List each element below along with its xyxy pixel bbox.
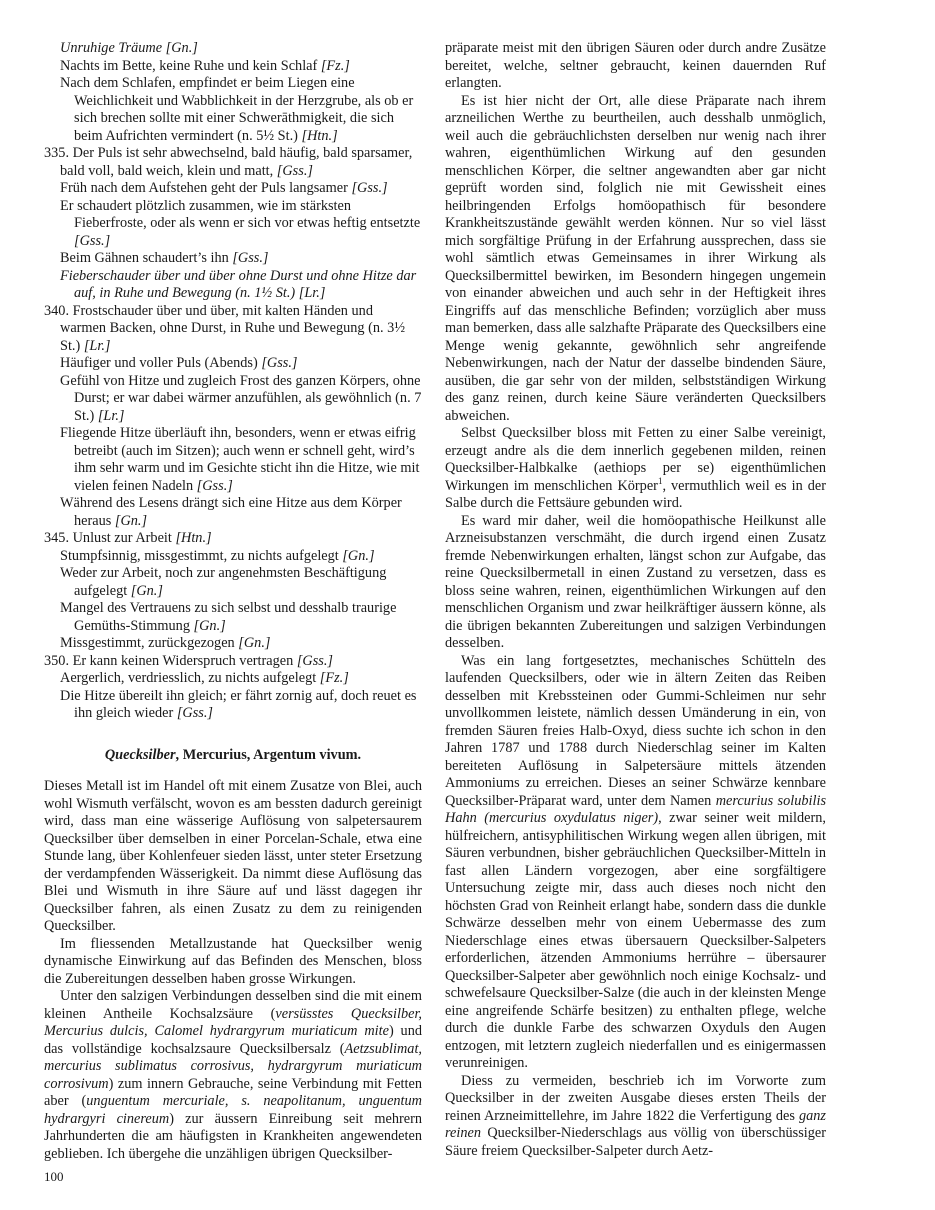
source-ref: [Gn.] <box>130 582 163 599</box>
paragraph: Unter den salzigen Verbindungen desselben sind die mit einem kleinen Antheile Kochsalzsäure (versüsstes Quecksilber, Mercurius dulcis, Calomel hydrargyrum muriaticum mite) und das vollständige kochsalzsaure Quecksilbersalz (Aetzsublimat, mercurius sublimatus corrosivus, hydrargyrum muriaticum corrosivum) zum innern Gebrauche, seine Verbindung mit Fetten aber (unguentum mercuriale, s. neapolitanum, unguentum hydrargyri cinereum) zur äussern Einreibung seit mehrern Jahrhunderten die am häufigsten in Krankheiten angewendeten geblieben. Ich übergehe die unzähligen übrigen Quecksilber- <box>44 988 423 1162</box>
page-number: 100 <box>44 1169 64 1184</box>
right-column <box>445 40 826 1160</box>
symptom-entry: Missgestimmt, zurückgezogen [Gn.] <box>60 635 271 651</box>
paragraph: Es ist hier nicht der Ort, alle diese Präparate nach ihrem arzneilichen Werthe zu beurtheilen, auch desshalb unmöglich, weil auch die gebräuchlichsten derselben nur wenig nach ihrer wahren, eigenthümlichen Wirkung auf den gesunden menschlichen Körper, die seltner angewandten aber gar nicht geprüft worden sind, folglich nie mit Gewissheit eines heilbringenden Erfolgs homöopathisch für besondere Krankheitszustände gewählt werden können. Nur so viel lässt mich sorgfältige Prüfung in der Erfahrung aussprechen, dass sie wohl sämtlich etwas Gemeinsames in ihrer Wirkung als Quecksilbermittel bewirken, im Besondern hingegen ungemein von einander abweichen und auch sehr in der Heftigkeit ihres Eingriffs auf das menschliche Befinden; vorzüglich aber muss man bemerken, dass alle salzhafte Präparate des Quecksilbers eine Menge wenig gekannte, gewöhnlich sehr angreifende Nebenwirkungen, nach der Natur der dasselbe bindenden Säure, ausüben, die gar sehr von der milden, selbstständigen Wirkung des ganz reinen, durch keine Säure veränderten Quecksilbers abweichen. <box>445 92 826 424</box>
source-ref: [Gss.] <box>196 477 233 494</box>
source-ref: [Lr.] <box>97 407 125 424</box>
symptom-entry: Früh nach dem Aufstehen geht der Puls langsamer [Gss.] <box>60 180 388 196</box>
symptom-entry: Beim Gähnen schaudert’s ihn [Gss.] <box>60 250 269 266</box>
symptom-entry: 340. Frostschauder über und über, mit kalten Händen und warmen Backen, ohne Durst, in Ruhe und Bewegung (n. 3½ St.) [Lr.] <box>44 302 406 354</box>
section-heading <box>44 747 422 765</box>
source-ref: [Lr.] <box>83 337 111 354</box>
symptom-entry: Stumpfsinnig, missgestimmt, zu nichts aufgelegt [Gn.] <box>60 547 375 564</box>
symptom-entry: 345. Unlust zur Arbeit [Htn.] <box>44 530 212 546</box>
source-ref: [Gss.] <box>176 705 213 721</box>
symptom-entry: Mangel des Vertrauens zu sich selbst und desshalb traurige Gemüths-Stimmung [Gn.] <box>60 600 397 634</box>
paragraph: Diess zu vermeiden, beschrieb ich im Vorworte zum Quecksilber in der zweiten Ausgabe dieses ersten Theils der reinen Arzneimittellehre, im Jahre 1822 die Verfertigung des ganz reinen Quecksilber-Niederschlags aus völlig von überschüssiger Säure freiem Quecksilber-Salpeter durch Aetz- <box>445 1072 826 1159</box>
source-ref: [Gss.] <box>74 232 111 249</box>
source-ref: [Htn.] <box>175 530 212 546</box>
symptom-entry: Unruhige Träume [Gn.] <box>60 40 198 56</box>
symptom-entry: Während des Lesens drängt sich eine Hitze aus dem Körper heraus [Gn.] <box>60 495 402 529</box>
source-ref: [Gn.] <box>238 635 271 651</box>
paragraph: Es ward mir daher, weil die homöopathische Heilkunst alle Arzneisubstanzen verschmäht, die durch irgend einen Zusatz fremde Nebenwirkungen erhalten, längst schon zur Aufgabe, das reine Quecksilbermetall in einen Zustand zu versetzen, dass es bloss seine wahren, reinen, eigenthümlichen Wirkungen auf den menschlichen Organism und zwar heilkräftiger äussern könne, als die übrigen bekannten Zubereitungen und salzigen Verbindungen desselben. <box>445 512 826 651</box>
source-ref: [Gss.] <box>351 180 388 196</box>
source-ref: [Fz.] <box>319 670 349 686</box>
paragraph: Selbst Quecksilber bloss mit Fetten zu einer Salbe vereinigt, erzeugt andre als die dem innerlich gegebenen milden, reinen Quecksilber-Halbkalke (aethiops per se) eigenthümlichen Wirkungen im menschlichen Körper$^1$, vermuthlich weil es in der Salbe durch die Fettsäure gebunden wird. <box>445 425 826 511</box>
source-ref: [Gss.] <box>261 355 298 371</box>
footnote-marker: 1 <box>657 475 663 486</box>
source-ref: [Fz.] <box>320 57 350 74</box>
source-ref: [Gn.] <box>114 512 148 529</box>
symptom-list <box>44 40 422 723</box>
symptom-entry: Gefühl von Hitze und zugleich Frost des ganzen Körpers, ohne Durst; er war dabei wärmer anzufühlen, als gewöhnlich (n. 7 St.) [Lr.] <box>60 372 422 424</box>
symptom-entry: Er schaudert plötzlich zusammen, wie im stärksten Fieberfroste, oder als wenn er sich vor etwas heftig entsetzte [Gss.] <box>60 197 421 249</box>
heading-rest: , Mercurius, Argentum vivum. <box>175 746 362 763</box>
symptom-entry: Nachts im Bette, keine Ruhe und kein Schlaf [Fz.] <box>60 57 350 74</box>
symptom-entry: Nach dem Schlafen, empfindet er beim Liegen eine Weichlichkeit und Wabblichkeit in der Herzgrube, als ob er sich brechen sollte mit einer Schwerāthmigkeit, die sich beim Aufrichten vermindert (n. 5½ St.) [Htn.] <box>60 75 414 144</box>
source-ref: [Gss.] <box>276 162 313 179</box>
heading-italic: Quecksilber <box>104 746 176 763</box>
left-column <box>44 40 422 1163</box>
symptom-entry: 335. Der Puls ist sehr abwechselnd, bald häufig, bald sparsamer, bald voll, bald weich, klein und matt, [Gss.] <box>44 145 413 179</box>
paragraph: präparate meist mit den übrigen Säuren oder durch andre Zusätze bereitet, welche, seltner gebraucht, keinen dauernden Ruf erlangten. <box>445 40 826 91</box>
symptom-entry: Aergerlich, verdriesslich, zu nichts aufgelegt [Fz.] <box>60 670 349 686</box>
source-ref: [Gn.] <box>165 40 198 56</box>
symptom-entry: Die Hitze übereilt ihn gleich; er fährt zornig auf, doch reuet es ihn gleich wieder [Gss.] <box>60 687 417 721</box>
symptom-entry: Fieberschauder über und über ohne Durst und ohne Hitze dar auf, in Ruhe und Bewegung (n. 1½ St.) [Lr.] <box>60 267 417 301</box>
paragraph: Dieses Metall ist im Handel oft mit einem Zusatze von Blei, auch wohl Wismuth verfälscht, wovon es am bessten dadurch gereinigt wird, dass man eine wässerige Auflösung von salpetersaurem Quecksilber über demselben in einer Porcelan-Schale, etwa eine Stunde lang, über Kohlenfeuer sieden lässt, unter steter Ersetzung der verdampfenden Wässerigkeit. Da nimmt diese Auflösung das Blei und Wismuth in ihre Säure auf und lässt dagegen ihr Quecksilber fahren, als einen Zusatz zu dem zu reinigenden Quecksilber. <box>44 778 422 934</box>
source-ref: [Htn.] <box>301 127 338 144</box>
source-ref: (n. 1½ St.) [Lr.] <box>235 285 326 301</box>
symptom-entry: Häufiger und voller Puls (Abends) [Gss.] <box>60 355 298 371</box>
symptom-entry: Fliegende Hitze überläuft ihn, besonders, wenn er etwas eifrig betreibt (auch im Sitzen); auch wenn er schnell geht, wird’s ihm sehr warm und im Gesichte sticht ihn die Hitze, wie mit vielen feinen Nadeln [Gss.] <box>60 425 420 494</box>
source-ref: [Gn.] <box>193 617 226 634</box>
source-ref: [Gn.] <box>342 547 375 564</box>
source-ref: [Gss.] <box>232 250 269 266</box>
paragraph: Was ein lang fortgesetztes, mechanisches Schütteln des laufenden Quecksilbers, oder wie in ältern Zeiten das Reiben desselben mit Krebssteinen oder Gummi-Schleimen nur sehr unvollkommen leistete, nämlich dessen Umänderung in ein, von fremden Säuren freies Halb-Oxyd, diess suchte ich schon in den Jahren 1787 und 1788 durch Niederschlag seiner im Kalten bereiteten Auflösung in Salpetersäure mittels ätzenden Ammoniums zu erreichen. Dieses an seiner Schwärze kennbare Quecksilber-Präparat ward, unter dem Namen mercurius solubilis Hahn (mercurius oxydulatus niger), zwar seiner weit mildern, hülfreichern, antisyphilitischen Wirkung wegen allen übrigen, mit Säuren verbundnen, bisher gebräuchlichen Quecksilber-Mitteln in fast allen Ländern vorgezogen, aber eine sorgfältigere Untersuchung zeigte mir, dass auch dieses noch nicht den höchsten Grad von Reinheit erlangt habe, sondern dass die dunkle Schwärze desselben mehr von einem Uebermasse des zum Niederschlage eines etwas übersauern Quecksilber-Salpeters erforderlichen, ätzenden Ammoniums herrühre – übersaurer Quecksilber-Salpeter aber gewöhnlich noch einige Kochsalz- und schwefelsaure Quecksilber-Salze (die auch in der kleinsten Menge eine angreifende Schärfe besitzen) zu enthalten pflege, welche durch die dunkle Farbe des schwarzen Oxyduls den Augen entzogen, mit letztern zugleich niederfallen und es einigermassen verunreinigen. <box>445 652 827 1071</box>
source-ref: [Gss.] <box>296 652 333 669</box>
symptom-entry: Weder zur Arbeit, noch zur angenehmsten Beschäftigung aufgelegt [Gn.] <box>60 565 387 599</box>
symptom-entry: 350. Er kann keinen Widerspruch vertragen [Gss.] <box>44 652 333 669</box>
paragraph: Im fliessenden Metallzustande hat Quecksilber wenig dynamische Einwirkung auf das Befinden des Menschen, bloss die Zubereitungen desselben haben grosse Wirkungen. <box>44 935 422 987</box>
